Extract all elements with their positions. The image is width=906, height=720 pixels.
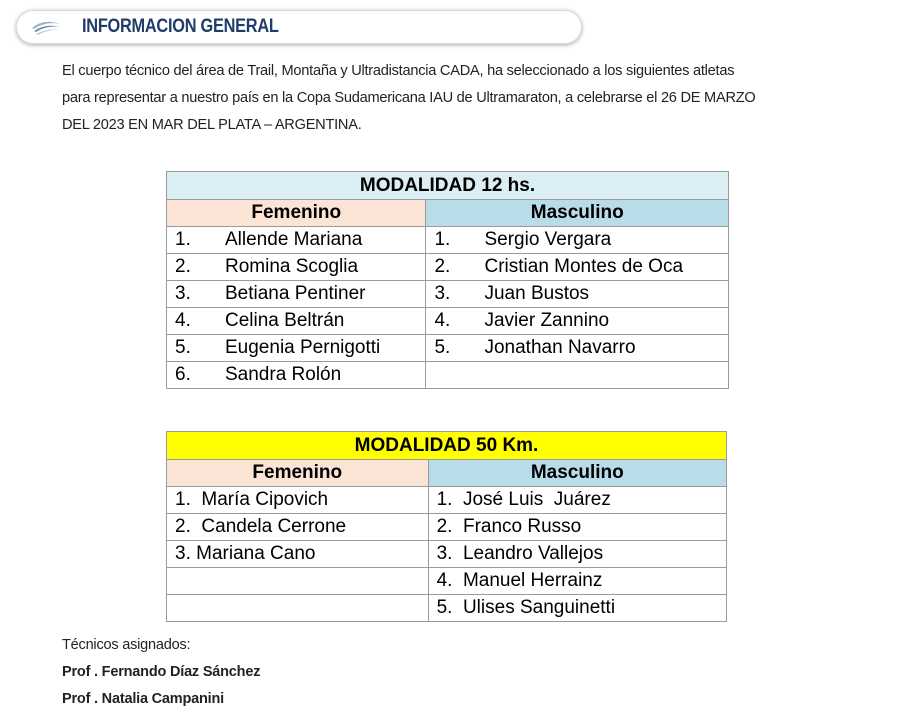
femenino-header: Femenino — [167, 460, 429, 487]
masculino-cell: 4. Manuel Herrainz — [428, 568, 726, 595]
femenino-header: Femenino — [167, 200, 426, 227]
masculino-cell: 2. Cristian Montes de Oca — [426, 254, 729, 281]
femenino-cell: 3. Betiana Pentiner — [167, 281, 426, 308]
table-row — [167, 595, 727, 622]
femenino-cell: 3. Mariana Cano — [167, 541, 429, 568]
femenino-cell — [167, 595, 429, 622]
table-row — [167, 308, 729, 335]
femenino-cell: 4. Celina Beltrán — [167, 308, 426, 335]
section-header — [16, 10, 582, 44]
masculino-cell: 5. Jonathan Navarro — [426, 335, 729, 362]
masculino-cell: 1. José Luis Juárez — [428, 487, 726, 514]
table-row — [167, 335, 729, 362]
masculino-cell: 3. Leandro Vallejos — [428, 541, 726, 568]
femenino-cell: 1. María Cipovich — [167, 487, 429, 514]
table-12h-title: MODALIDAD 12 hs. — [167, 172, 729, 200]
femenino-cell: 1. Allende Mariana — [167, 227, 426, 254]
tecnicos-label: Técnicos asignados: — [62, 637, 191, 653]
table-row — [167, 568, 727, 595]
intro-paragraph — [62, 58, 900, 139]
masculino-header: Masculino — [426, 200, 729, 227]
table-row — [167, 541, 727, 568]
intro-line: El cuerpo técnico del área de Trail, Montaña y Ultradistancia CADA, ha seleccionado a los siguientes atletas — [62, 63, 735, 79]
swoosh-logo-icon — [30, 18, 62, 36]
table-row — [167, 227, 729, 254]
masculino-cell: 2. Franco Russo — [428, 514, 726, 541]
masculino-cell: 3. Juan Bustos — [426, 281, 729, 308]
table-12h — [166, 171, 729, 389]
masculino-cell — [426, 362, 729, 389]
femenino-cell: 5. Eugenia Pernigotti — [167, 335, 426, 362]
tecnicos-section — [62, 632, 260, 713]
prof-name: Prof . Natalia Campanini — [62, 691, 224, 707]
table-50k — [166, 431, 727, 622]
intro-line: DEL 2023 EN MAR DEL PLATA – ARGENTINA. — [62, 117, 362, 133]
masculino-cell: 4. Javier Zannino — [426, 308, 729, 335]
table-row — [167, 487, 727, 514]
table-row — [167, 514, 727, 541]
femenino-cell: 2. Candela Cerrone — [167, 514, 429, 541]
section-title: INFORMACION GENERAL — [82, 16, 279, 37]
intro-line: para representar a nuestro país en la Copa Sudamericana IAU de Ultramaraton, a celebrarse el 26 DE MARZO — [62, 90, 756, 106]
masculino-header: Masculino — [428, 460, 726, 487]
table-row — [167, 254, 729, 281]
femenino-cell: 6. Sandra Rolón — [167, 362, 426, 389]
femenino-cell: 2. Romina Scoglia — [167, 254, 426, 281]
masculino-cell: 1. Sergio Vergara — [426, 227, 729, 254]
prof-name: Prof . Fernando Díaz Sánchez — [62, 664, 261, 680]
table-50k-title: MODALIDAD 50 Km. — [167, 432, 727, 460]
masculino-cell: 5. Ulises Sanguinetti — [428, 595, 726, 622]
table-row — [167, 281, 729, 308]
femenino-cell — [167, 568, 429, 595]
table-row — [167, 362, 729, 389]
